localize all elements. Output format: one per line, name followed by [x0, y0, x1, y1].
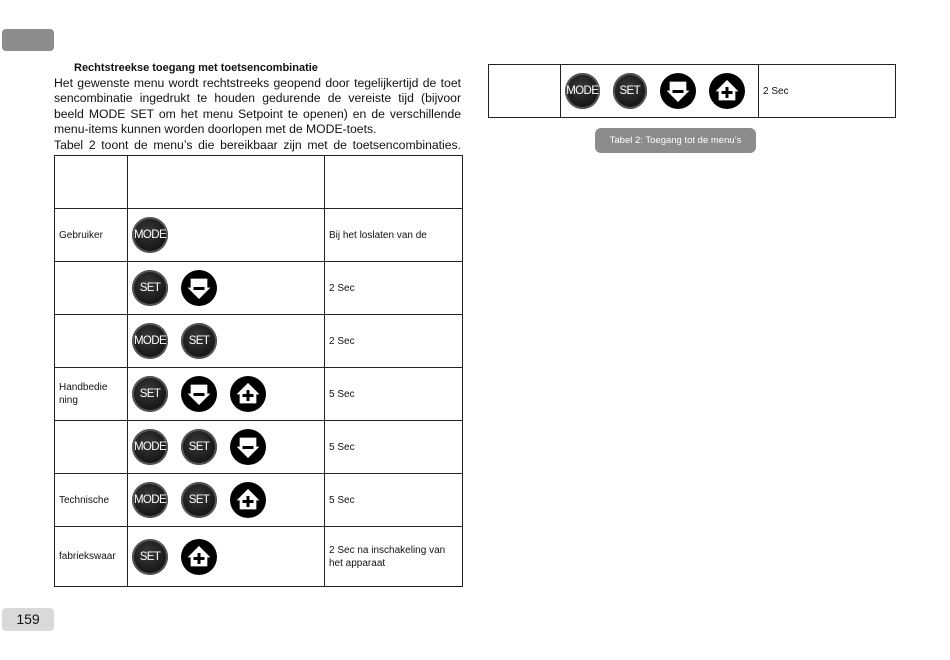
hold-time: 2 Sec [329, 335, 355, 347]
set-button-icon: SET [181, 482, 217, 518]
paragraph-line: beeld MODE SET om het menu Setpoint te openen) en de verschillende [54, 106, 461, 121]
table-header-row [55, 156, 463, 209]
key-combination-cell [128, 421, 325, 474]
header-cell [325, 156, 463, 209]
set-button-icon: SET [181, 429, 217, 465]
key-combination-table-continued [488, 64, 896, 118]
mode-button-icon: MODE [565, 73, 600, 109]
key-buttons [128, 376, 324, 412]
hold-time: 2 Sec [329, 282, 355, 294]
menu-label-cell [55, 527, 128, 587]
up-arrow-plus-icon [230, 482, 266, 518]
menu-label-cell [55, 421, 128, 474]
hold-time-cell [325, 474, 463, 527]
menu-label-cell [55, 474, 128, 527]
hold-time-cell [759, 65, 896, 118]
menu-label: Technische [59, 494, 110, 506]
hold-time-cell [325, 527, 463, 587]
key-buttons [128, 482, 324, 518]
menu-label: Gebruiker [59, 229, 103, 241]
header-cell [55, 156, 128, 209]
hold-time: Bij het loslaten van de [329, 229, 427, 241]
up-arrow-plus-icon [230, 376, 266, 412]
table-row [55, 315, 463, 368]
key-combination-cell [128, 527, 325, 587]
key-buttons [128, 217, 324, 253]
set-button-icon: SET [132, 376, 168, 412]
hold-time-cell [325, 315, 463, 368]
up-arrow-plus-icon [181, 539, 217, 575]
down-arrow-minus-icon [181, 270, 217, 306]
menu-label-cell [55, 368, 128, 421]
paragraph-line: sencombinatie ingedrukt te houden gedurende de vereiste tijd (bijvoor [54, 91, 461, 106]
mode-button-icon: MODE [132, 323, 168, 359]
key-buttons [128, 539, 324, 575]
mode-button-icon: MODE [132, 217, 168, 253]
hold-time-cell [325, 262, 463, 315]
menu-label: Handbedie ning [59, 382, 108, 406]
hold-time: 5 Sec [329, 494, 355, 506]
down-arrow-minus-icon [660, 73, 696, 109]
menu-label: fabriekswaar [59, 551, 116, 562]
key-combination-cell [561, 65, 759, 118]
menu-label-cell [55, 262, 128, 315]
header-cell [128, 156, 325, 209]
table-row [55, 421, 463, 474]
key-combination-cell [128, 315, 325, 368]
mode-button-icon: MODE [132, 429, 168, 465]
down-arrow-minus-icon [230, 429, 266, 465]
section-heading: Rechtstreekse toegang met toetsencombinatie [74, 62, 318, 74]
table-row [55, 368, 463, 421]
page-number: 159 [2, 608, 54, 631]
intro-paragraph [54, 76, 461, 153]
hold-time: 2 Sec na inschakeling van het apparaat [329, 544, 446, 569]
set-button-icon: SET [181, 323, 217, 359]
key-combination-cell [128, 262, 325, 315]
key-buttons [128, 429, 324, 465]
table-row [55, 527, 463, 587]
hold-time: 2 Sec [763, 85, 789, 97]
key-buttons [128, 270, 324, 306]
table-row [55, 262, 463, 315]
paragraph-line: Het gewenste menu wordt rechtstreeks geopend door tegelijkertijd de toet [54, 76, 461, 90]
key-combination-cell [128, 368, 325, 421]
key-buttons [561, 73, 758, 109]
menu-label-cell [55, 209, 128, 262]
up-arrow-plus-icon [709, 73, 745, 109]
key-combination-cell [128, 209, 325, 262]
down-arrow-minus-icon [181, 376, 217, 412]
table-row [55, 474, 463, 527]
menu-label-cell [55, 315, 128, 368]
set-button-icon: SET [132, 270, 168, 306]
key-buttons [128, 323, 324, 359]
paragraph-line: menu-items kunnen worden doorlopen met de MODE-toets. [54, 122, 377, 137]
set-button-icon: SET [132, 539, 168, 575]
table-row [489, 65, 896, 118]
mode-button-icon: MODE [132, 482, 168, 518]
key-combination-cell [128, 474, 325, 527]
key-combination-table [54, 155, 463, 587]
hold-time: 5 Sec [329, 388, 355, 400]
hold-time-cell [325, 421, 463, 474]
set-button-icon: SET [613, 73, 648, 109]
table-row [55, 209, 463, 262]
hold-time-cell [325, 368, 463, 421]
chapter-tab [2, 29, 54, 51]
menu-label-cell [489, 65, 561, 118]
table-caption: Tabel 2: Toegang tot de menu’s [595, 128, 756, 153]
hold-time-cell [325, 209, 463, 262]
paragraph-line: Tabel 2 toont de menu’s die bereikbaar zijn met de toetsencombinaties. [54, 137, 461, 152]
hold-time: 5 Sec [329, 441, 355, 453]
